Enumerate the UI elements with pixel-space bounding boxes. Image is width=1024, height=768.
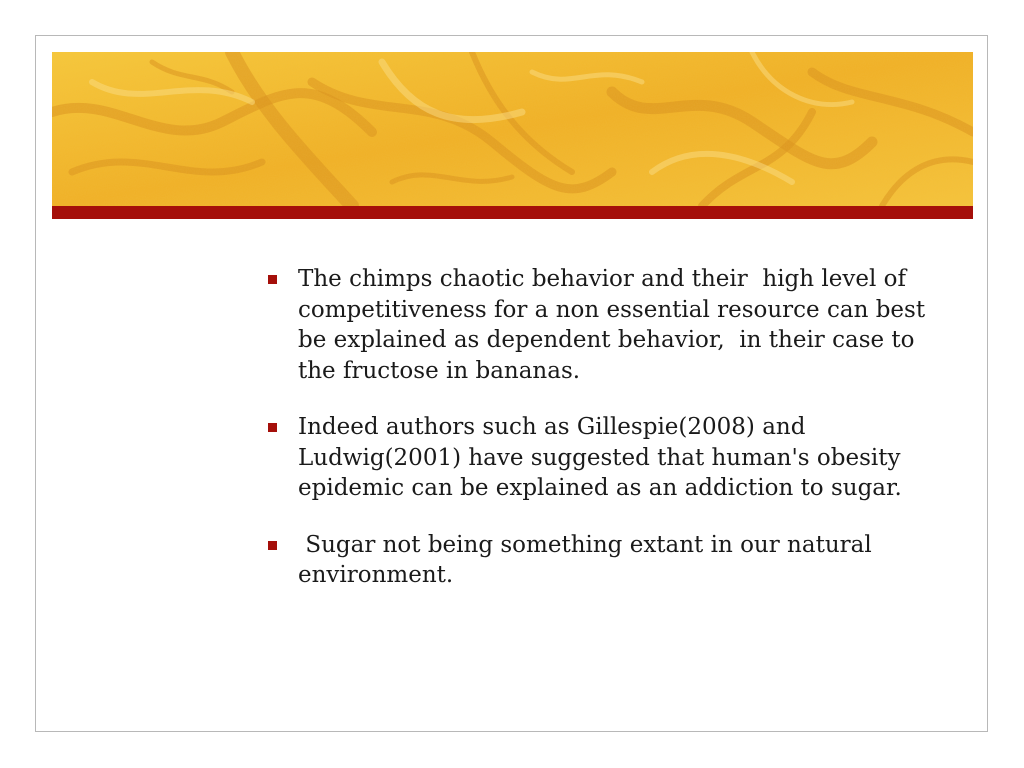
bullet-text: Sugar not being something extant in our natural environment. xyxy=(298,531,880,588)
bullet-text: Indeed authors such as Gillespie(2008) and Ludwig(2001) have suggested that human's obesity epidemic can be explained as an addiction to sugar. xyxy=(298,414,908,501)
header-accent-band xyxy=(52,206,973,219)
bullet-item xyxy=(268,264,948,386)
square-bullet-icon xyxy=(268,541,277,550)
bullet-item xyxy=(268,412,948,504)
square-bullet-icon xyxy=(268,423,277,432)
square-bullet-icon xyxy=(268,275,277,284)
bullet-list xyxy=(268,264,948,617)
header-banner-image xyxy=(52,52,973,206)
bullet-item xyxy=(268,530,948,591)
bullet-text: The chimps chaotic behavior and their high level of competitiveness for a non essential resource can best be explained as dependent behavior, in their case to the fructose in bananas. xyxy=(298,266,933,384)
